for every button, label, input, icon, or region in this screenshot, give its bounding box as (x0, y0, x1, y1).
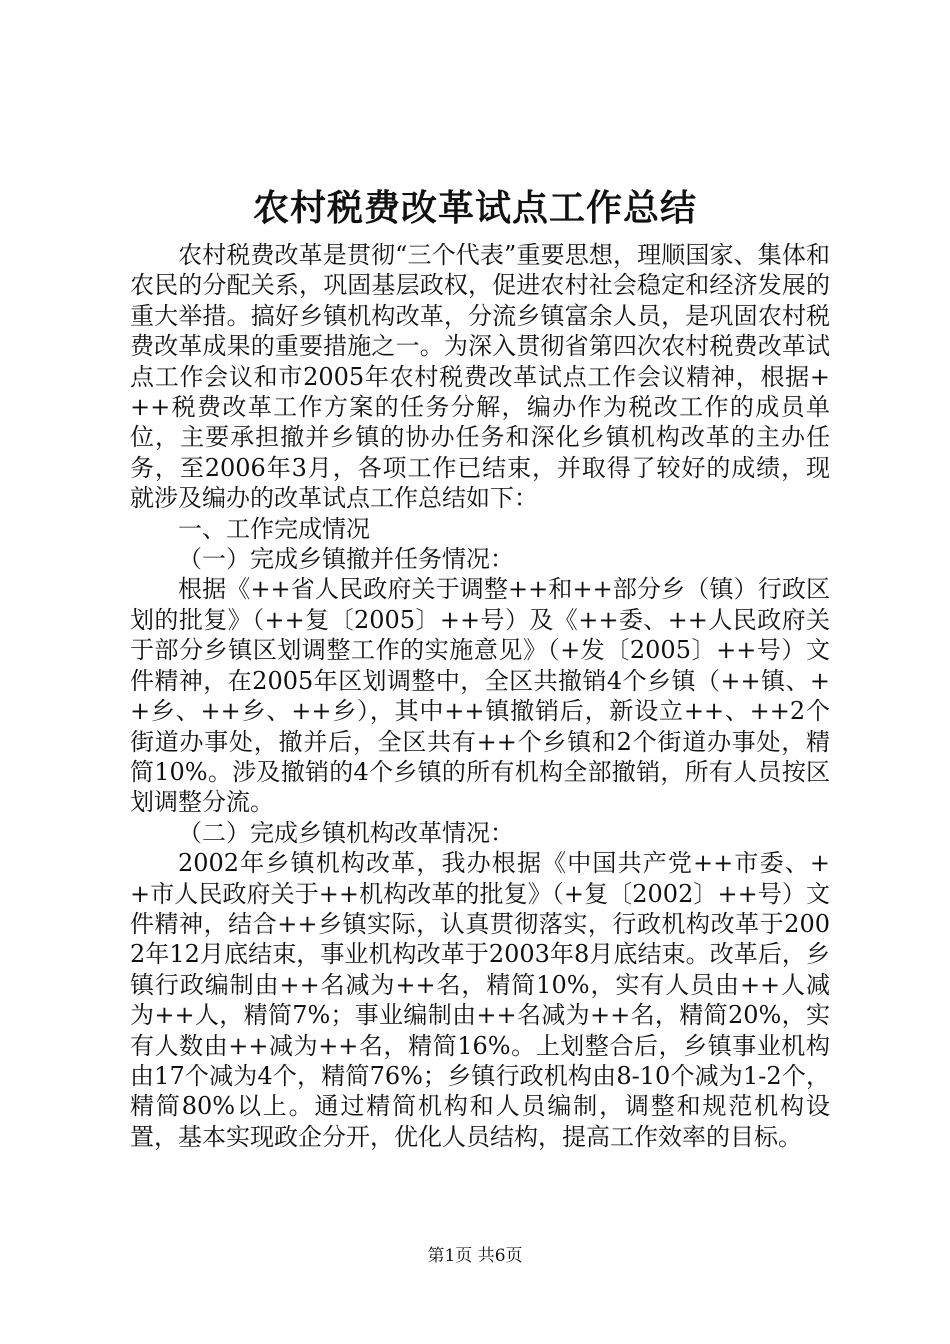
document-body (130, 240, 830, 1152)
section-heading-work-completion: 一、工作完成情况 (178, 514, 370, 543)
paragraph-intro: 农村税费改革是贯彻“三个代表”重要思想，理顺国家、集体和农民的分配关系，巩固基层政权，促进农村社会稳定和经济发展的重大举措。搞好乡镇机构改革，分流乡镇富余人员，是巩固农村税费改革成果的重要措施之一。为深入贯彻省第四次农村税费改革试点工作会议和市2005年农村税费改革试点工作会议精神，根据+++税费改革工作方案的任务分解，编办作为税改工作的成员单位，主要承担撤并乡镇的协办任务和深化乡镇机构改革的主办任务，至2006年3月，各项工作已结束，并取得了较好的成绩，现就涉及编办的改革试点工作总结如下： (130, 241, 830, 513)
subsection-heading-merger: （一）完成乡镇撤并任务情况： (178, 545, 514, 574)
document-title: 农村税费改革试点工作总结 (252, 187, 697, 229)
paragraph-merger: 根据《++省人民政府关于调整++和++部分乡（镇）行政区划的批复》（++复〔2005〕++号）及《++委、++人民政府关于部分乡镇区划调整工作的实施意见》（+发〔2005〕++号）文件精神，在2005年区划调整中，全区共撤销4个乡镇（++镇、++乡、++乡、++乡），其中++镇撤销后，新设立++、++2个街道办事处，撤并后，全区共有++个乡镇和2个街道办事处，精简10%。涉及撤销的4个乡镇的所有机构全部撤销，所有人员按区划调整分流。 (130, 575, 830, 817)
subsection-heading-reform: （二）完成乡镇机构改革情况： (178, 818, 514, 847)
page-number-footer: 第1页 共6页 (427, 1246, 523, 1266)
paragraph-reform: 2002年乡镇机构改革，我办根据《中国共产党++市委、++市人民政府关于++机构改革的批复》（+复〔2002〕++号）文件精神，结合++乡镇实际，认真贯彻落实，行政机构改革于2002年12月底结束，事业机构改革于2003年8月底结束。改革后，乡镇行政编制由++名减为++名，精简10%，实有人员由++人减为++人，精简7%；事业编制由++名减为++名，精简20%，实有人数由++减为++名，精简16%。上划整合后，乡镇事业机构由17个减为4个，精简76%；乡镇行政机构由8-10个减为1-2个，精简80%以上。通过精简机构和人员编制，调整和规范机构设置，基本实现政企分开，优化人员结构，提高工作效率的目标。 (130, 849, 830, 1151)
